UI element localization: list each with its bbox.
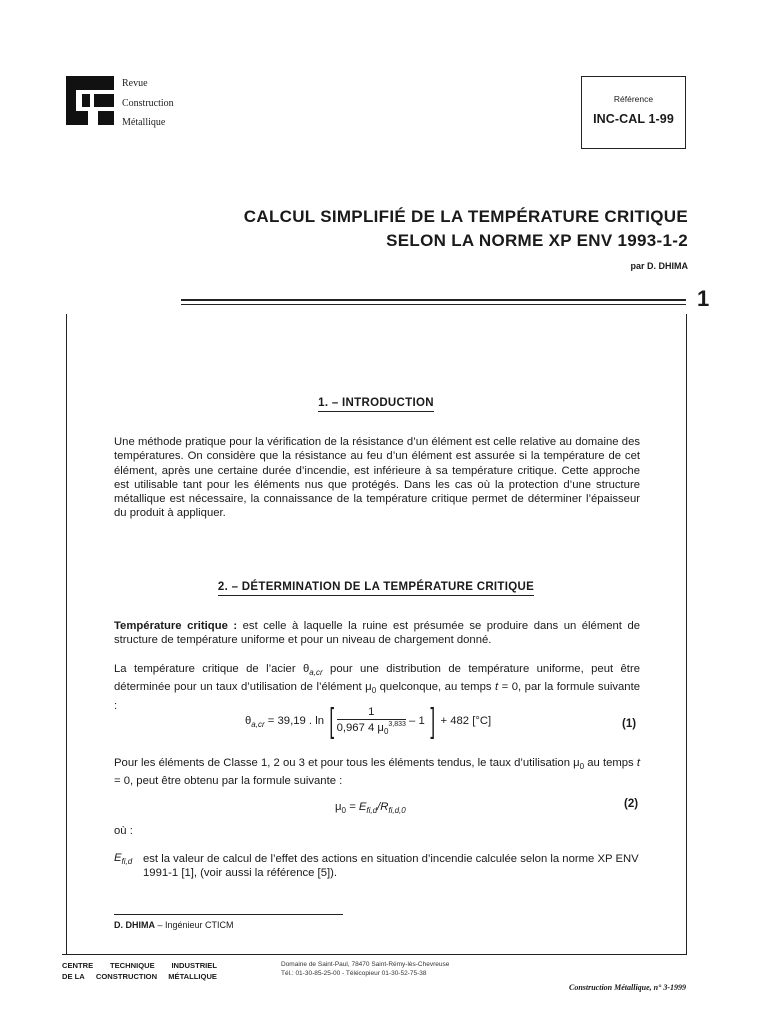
text-span: pour une distribution de température uniforme, peut être déterminée pour un taux d’utilisation de l’élément μ [114, 663, 640, 694]
subscript: a,cr [309, 668, 323, 677]
equation-2 [335, 801, 406, 815]
eq-symbol: E [114, 852, 122, 864]
text-span: = 0, par la formule suivante : [114, 681, 641, 712]
page-number: 1 [697, 286, 710, 311]
journal-citation: Construction Métallique, n° 3-1999 [569, 983, 686, 992]
superscript: 3,833 [388, 721, 406, 728]
text-span: quelconque, au temps [376, 681, 496, 694]
org-word: CONSTRUCTION [95, 972, 158, 981]
utilisation-paragraph [114, 756, 640, 789]
eq-symbol: θ [245, 714, 252, 727]
org-word: DE LA [62, 972, 85, 981]
logo-text [122, 74, 174, 133]
definition-text: est celle à laquelle la ruine est présumée se produire dans un élément de structure de température uniforme et pour un niveau de chargement donné. [114, 620, 641, 647]
title-rule-thin [181, 304, 686, 305]
subscript: 0 [371, 686, 377, 696]
equation-2-number: (2) [624, 798, 639, 810]
bracket-left: [ [329, 702, 335, 740]
footnote-name: D. DHIMA [114, 920, 155, 930]
eq-text: + 482 [°C] [437, 714, 492, 727]
eq-text: 0,967 4 μ [336, 722, 384, 734]
eq-text: = E [345, 801, 367, 813]
logo-line: Construction [122, 97, 174, 109]
ou-label: où : [114, 825, 133, 837]
subscript: 0 [579, 762, 585, 771]
subscript: a,cr [251, 719, 265, 729]
equation-1-number: (1) [622, 718, 637, 730]
contact-line: Tél.: 01-30-85-25-00 - Télécopieur 01-30-52-75-38 [281, 969, 427, 977]
footnote [114, 920, 234, 930]
definition-paragraph [114, 619, 640, 648]
logo-line: Métallique [122, 117, 166, 128]
text-span: au temps [584, 757, 637, 769]
variable-t: t [636, 757, 640, 769]
org-word: MÉTALLIQUE [168, 972, 217, 981]
page-title [244, 205, 688, 253]
title-line-1: CALCUL SIMPLIFIÉ DE LA TEMPÉRATURE CRITIQUE [243, 207, 688, 226]
subscript: fi,d [121, 857, 133, 866]
eq-text: – 1 [405, 714, 428, 727]
fraction [337, 706, 406, 736]
footnote-role: – Ingénieur CTICM [155, 920, 234, 930]
subscript: 0 [383, 727, 389, 736]
org-word: CENTRE [62, 961, 94, 970]
definition-symbol [114, 852, 132, 866]
address-line: Domaine de Saint-Paul, 78470 Saint-Rémy-lès-Chevreuse [281, 961, 450, 968]
variable-t: t [495, 681, 499, 694]
organisation-name [62, 960, 217, 982]
reference-label: Référence [613, 94, 654, 104]
eq-symbol: μ [335, 801, 342, 813]
section-heading-determination: 2. – DÉTERMINATION DE LA TEMPÉRATURE CRITIQUE [218, 581, 534, 596]
reference-code: INC-CAL 1-99 [593, 112, 674, 126]
title-line-2: SELON LA NORME XP ENV 1993-1-2 [386, 231, 688, 250]
text-span: = 0, peut être obtenu par la formule suivante : [114, 775, 343, 788]
org-word: INDUSTRIEL [171, 961, 217, 970]
subscript: fi,d,0 [388, 806, 406, 815]
text-span: La température critique de l’acier θ [114, 663, 310, 675]
author: par D. DHIMA [630, 261, 688, 271]
footnote-rule [114, 914, 343, 915]
org-word: TECHNIQUE [109, 961, 155, 970]
text-span: Pour les éléments de Classe 1, 2 ou 3 et pour tous les éléments tendus, le taux d’utilisation μ [114, 757, 580, 769]
reference-box [581, 76, 686, 149]
eq-text: /R [377, 801, 389, 813]
denominator [337, 720, 406, 736]
title-rule [181, 299, 686, 301]
definition-efid: est la valeur de calcul de l’effet des actions en situation d’incendie calculée selon la norme XP ENV 1991-1 [1], (voir aussi la référence [5]). [143, 853, 639, 880]
cticm-logo [66, 76, 114, 125]
equation-1 [245, 702, 492, 740]
bracket-right: ] [430, 702, 435, 740]
address [281, 961, 449, 978]
numerator: 1 [337, 706, 406, 720]
eq-text: = 39,19 . ln [264, 714, 328, 727]
introduction-paragraph: Une méthode pratique pour la vérification de la résistance d’un élément est celle relative au domaine des températures. On considère que la résistance au feu d’un élément est assurée si la température de cet élément, après une certaine durée d’incendie, est inférieure à sa température critique. Cette approche est utilisable tant pour les éléments nus que protégés. Dans les cas où la protection d’une structure métallique est nécessaire, la connaissance de la température critique permet de déterminer l’épaisseur du produit à appliquer. [114, 436, 640, 520]
logo-line: Revue [122, 78, 148, 89]
subscript: fi,d [366, 806, 378, 815]
section-heading-introduction: 1. – INTRODUCTION [318, 397, 434, 412]
footer-rule [62, 954, 687, 955]
subscript: 0 [341, 806, 346, 815]
definition-term: Température critique : [114, 620, 238, 632]
